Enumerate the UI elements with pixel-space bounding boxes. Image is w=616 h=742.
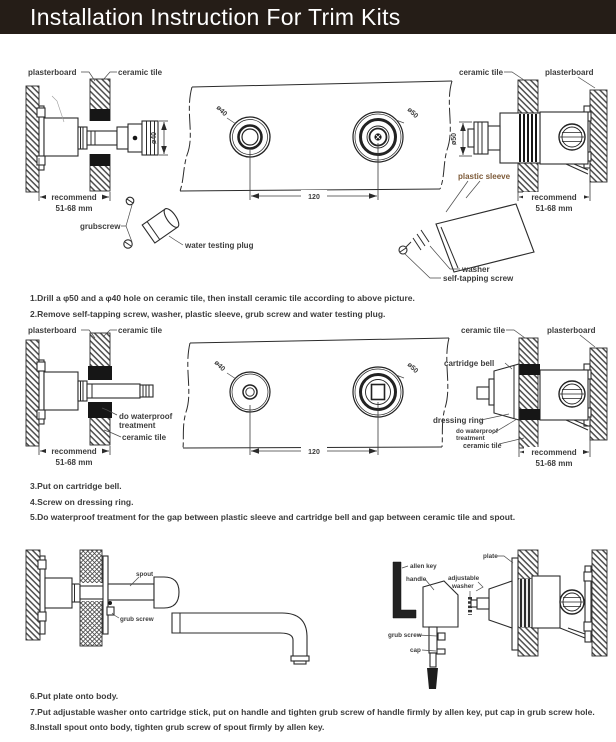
cartridge-bell <box>494 364 519 420</box>
waterproof-seal-bottom <box>517 409 540 420</box>
fig2-left-side-view <box>26 326 173 467</box>
valve-body <box>532 576 560 628</box>
fig1-right-side-view <box>446 68 607 213</box>
spout-label: spout <box>136 571 154 578</box>
valve-body <box>540 370 588 420</box>
adjustable-washer-label-2: washer <box>452 583 474 590</box>
fig2-front-view <box>183 338 449 456</box>
cartridge-bell-label: cartridge bell <box>444 359 495 368</box>
plastic-sleeve-label: plastic sleeve <box>458 172 511 181</box>
wall-plate <box>103 556 108 634</box>
dressing-ring-label: dressing ring <box>433 416 484 425</box>
phi40-callout: ø40 <box>212 359 227 373</box>
cartridge-stick <box>372 385 385 400</box>
ceramic-tile-wall <box>519 338 538 448</box>
fig1-left-side-view <box>26 68 168 213</box>
fig3-plate-view <box>471 550 607 656</box>
recommend-range: 51-68 mm <box>55 204 93 213</box>
valve-body <box>44 118 78 156</box>
valve-body <box>45 578 72 608</box>
cap-label: cap <box>410 647 421 654</box>
steps-6-8 <box>30 689 595 736</box>
phi50-callout: ø50 <box>405 361 420 375</box>
adjustable-washer-label-1: adjustable <box>448 575 480 582</box>
step-2: 2.Remove self-tapping screw, washer, plastic sleeve, grub screw and water testing plug. <box>30 308 386 319</box>
waterproof-seal-top <box>517 364 540 375</box>
plastic-sleeve-box <box>436 204 534 272</box>
cartridge-bell <box>489 581 512 628</box>
step-1: 1.Drill a φ50 and a φ40 hole on ceramic tile, then install ceramic tile according to above picture. <box>30 293 415 303</box>
step-6: 6.Put plate onto body. <box>30 691 119 701</box>
figure-final-assembly <box>0 538 616 693</box>
fig3-handle-parts <box>388 562 483 689</box>
plasterboard-label: plasterboard <box>28 68 77 77</box>
washer-label: washer <box>462 265 490 274</box>
steps-3-5 <box>30 479 515 526</box>
handle-label: handle <box>406 576 427 583</box>
steps-1-2 <box>30 291 415 322</box>
ceramic-tile-upper <box>518 550 538 579</box>
plasterboard-label: plasterboard <box>547 326 596 335</box>
valve-body <box>44 372 78 410</box>
recommend-range: 51-68 mm <box>55 458 93 467</box>
plate-label: plate <box>483 553 498 560</box>
plasterboard-wall <box>592 550 607 656</box>
cartridge-stick-side <box>477 598 489 609</box>
plasterboard-wall <box>590 90 607 182</box>
step-7: 7.Put adjustable washer onto cartridge stick, put on handle and tighten grub screw of handle firmly by allen key, put cap in grub screw hole. <box>30 706 595 717</box>
plasterboard-label: plasterboard <box>545 68 594 77</box>
ceramic-tile-label: ceramic tile <box>118 326 163 335</box>
page-title: Installation Instruction For Trim Kits <box>30 3 401 30</box>
plasterboard-wall <box>26 340 39 446</box>
ceramic-tile-lower <box>518 627 538 656</box>
ceramic-tile-label-2: ceramic tile <box>463 443 502 450</box>
recommend-label: recommend <box>51 447 97 456</box>
grub-screw-label: grub screw <box>388 632 422 639</box>
ceramic-tile-label-2: ceramic tile <box>122 433 167 442</box>
fig1-removed-parts-left <box>80 197 254 250</box>
inlet-port <box>560 590 584 614</box>
water-testing-plug <box>142 206 181 243</box>
figure-cartridge-bell <box>0 322 616 478</box>
phi40-callout: ø40 <box>214 104 229 118</box>
plasterboard-wall <box>26 86 39 192</box>
self-tapping-screw <box>399 242 411 254</box>
ceramic-tile-label: ceramic tile <box>118 68 163 77</box>
step-4: 4.Screw on dressing ring. <box>30 496 134 507</box>
spout-stub <box>78 381 153 401</box>
recommend-label: recommend <box>51 193 97 202</box>
waterproof-label-2: treatment <box>456 435 485 442</box>
ceramic-tile-label: ceramic tile <box>461 326 506 335</box>
allen-key <box>393 562 416 618</box>
ceramic-tile-label: ceramic tile <box>459 68 504 77</box>
handle-tip <box>427 668 438 689</box>
waterproof-label-1: do waterproof <box>456 428 498 435</box>
fig1-removed-parts-right <box>399 204 534 283</box>
recommend-range: 51-68 mm <box>535 459 573 468</box>
allen-key-label: allen key <box>410 563 437 570</box>
cap <box>437 649 445 654</box>
waterproof-label-2: treatment <box>119 421 156 430</box>
fig1-front-view <box>180 81 452 201</box>
washer-stack <box>413 230 429 250</box>
water-testing-plug-label: water testing plug <box>185 241 254 250</box>
grub-screw-label: grub screw <box>120 616 154 623</box>
step-3: 3.Put on cartridge bell. <box>30 481 122 491</box>
grubscrew-label: grubscrew <box>80 222 121 231</box>
step-5: 5.Do waterproof treatment for the gap between plastic sleeve and cartridge bell and gap between ceramic tile and spout. <box>30 512 516 522</box>
handle-grub-screw <box>438 633 445 640</box>
handle-stem <box>429 627 437 653</box>
spacing-120-label: 120 <box>308 194 320 201</box>
waterproof-seal-bottom <box>88 402 112 418</box>
self-tapping-screw-label: self-tapping screw <box>443 274 514 283</box>
figure-drill-holes <box>0 50 616 295</box>
plate <box>512 558 518 650</box>
fig3-spout-view <box>26 550 309 664</box>
fig2-right-side-view <box>433 326 607 468</box>
dim-phi50-label: ø50 <box>451 132 458 146</box>
cartridge-stick-side <box>477 387 489 399</box>
recommend-label: recommend <box>531 193 577 202</box>
phi50-callout: ø50 <box>405 106 420 120</box>
plasterboard-label: plasterboard <box>28 326 77 335</box>
waterproof-label-1: do waterproof <box>119 412 173 421</box>
dim-phi40-label: ø40 <box>151 131 158 145</box>
title-bar <box>0 0 616 34</box>
plasterboard-wall <box>590 348 607 440</box>
valve-body <box>540 112 588 164</box>
waterproof-seal-top <box>88 366 112 380</box>
recommend-range: 51-68 mm <box>535 204 573 213</box>
spacing-120-label: 120 <box>308 449 320 456</box>
recommend-label: recommend <box>531 448 577 457</box>
step-8: 8.Install spout onto body, tighten grub screw of spout firmly by allen key. <box>30 722 325 732</box>
